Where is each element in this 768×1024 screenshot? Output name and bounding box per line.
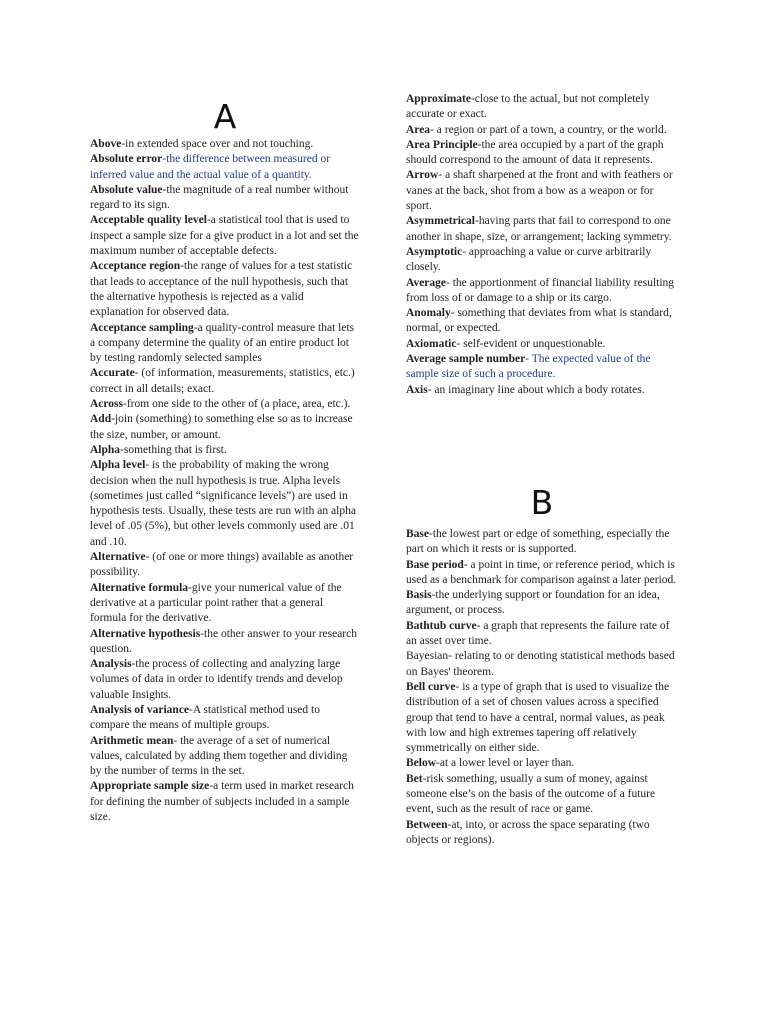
glossary-entry — [90, 321, 360, 367]
glossary-term: Absolute error — [90, 153, 163, 166]
glossary-term: Alternative — [90, 551, 146, 564]
glossary-definition: - a region or part of a town, a country, or the world. — [430, 123, 667, 136]
glossary-term: Alternative formula — [90, 581, 189, 594]
glossary-definition: -close to the actual, but not completely accurate or exact. — [406, 93, 650, 121]
glossary-term: Acceptable quality level — [90, 214, 207, 227]
glossary-definition: -at a lower level or layer than. — [436, 757, 575, 770]
glossary-term: Alternative hypothesis — [90, 627, 201, 640]
glossary-entry — [90, 213, 360, 259]
glossary-entry — [90, 152, 360, 183]
glossary-term: Bathtub curve — [406, 619, 477, 632]
glossary-term: Bet — [406, 772, 423, 785]
glossary-entry — [406, 558, 678, 589]
glossary-definition: -something that is first. — [120, 443, 227, 456]
glossary-definition: -at, into, or across the space separating (two objects or regions). — [406, 818, 650, 846]
glossary-definition: - (of one or more things) available as another possibility. — [90, 551, 354, 579]
glossary-term: Accurate — [90, 367, 135, 380]
glossary-definition: -from one side to the other of (a place, area, etc.). — [123, 398, 351, 411]
glossary-definition: - (of information, measurements, statistics, etc.) correct in all details; exact. — [90, 367, 355, 395]
glossary-list-a-left — [90, 137, 360, 825]
glossary-term: Acceptance sampling — [90, 321, 194, 334]
glossary-term: Asymmetrical — [406, 215, 475, 228]
glossary-list-a-right — [406, 92, 678, 398]
glossary-entry — [90, 657, 360, 703]
glossary-entry — [406, 214, 678, 245]
glossary-term: Analysis — [90, 658, 132, 671]
glossary-term: Between — [406, 818, 448, 831]
glossary-entry — [406, 619, 678, 650]
glossary-definition: -A statistical method used to compare the means of multiple groups. — [90, 703, 320, 732]
glossary-entry — [90, 703, 360, 734]
glossary-definition: -the other answer to your research question. — [90, 627, 357, 655]
glossary-definition: - self-evident or unquestionable. — [456, 337, 606, 350]
glossary-entry — [406, 352, 678, 383]
glossary-term: Alpha level — [90, 459, 146, 472]
glossary-term: Axis — [406, 383, 428, 396]
glossary-definition: - is the probability of making the wrong decision when the null hypothesis is true. Alpha levels (sometimes just called “significance levels”) are used in hypothesis tests. Usually, these tests are run with an alpha level of .05 (5%), but other levels commonly used are .01 and .10. — [90, 459, 356, 548]
glossary-term: Axiomatic — [406, 337, 457, 350]
glossary-term: Alpha — [90, 443, 121, 456]
glossary-term: Base — [406, 528, 429, 540]
glossary-definition: - a point in time, or reference period, which is used as a benchmark for comparison against a later period. — [406, 558, 677, 586]
glossary-list-b — [406, 527, 678, 848]
glossary-definition: -the lowest part or edge of something, especially the part on which it rests or is supported. — [406, 528, 670, 556]
glossary-entry — [90, 550, 360, 581]
glossary-entry — [90, 259, 360, 320]
glossary-definition: -give your numerical value of the derivative at a particular point rather that a general formula for the derivative. — [90, 581, 342, 625]
glossary-term: Average sample number — [406, 353, 526, 366]
glossary-definition: - the apportionment of financial liability resulting from loss of or damage to a ship or its cargo. — [406, 276, 675, 304]
glossary-entry — [90, 412, 360, 443]
glossary-entry — [406, 123, 678, 138]
glossary-term: Bell curve — [406, 680, 456, 693]
glossary-entry — [406, 680, 678, 756]
glossary-definition: - an imaginary line about which a body rotates. — [427, 383, 645, 396]
glossary-definition: -a statistical tool that is used to inspect a sample size for a give product in a lot and set the maximum number of acceptable defects. — [90, 214, 359, 258]
glossary-entry — [90, 734, 360, 780]
glossary-term: Analysis of variance — [90, 703, 190, 716]
section-b — [406, 475, 678, 848]
glossary-definition: - a shaft sharpened at the front and with feathers or vanes at the back, shot from a bow as a weapon or for sport. — [406, 169, 673, 213]
glossary-term: Average — [406, 276, 447, 289]
glossary-entry — [406, 168, 678, 214]
glossary-term: Basis — [406, 589, 432, 602]
glossary-term: Add — [90, 413, 112, 426]
glossary-entry — [90, 397, 360, 412]
glossary-entry — [406, 527, 678, 558]
glossary-entry — [406, 306, 678, 337]
glossary-definition: -the process of collecting and analyzing large volumes of data in order to identify trends and develop valuable Insights. — [90, 658, 343, 701]
glossary-definition: - approaching a value or curve arbitrarily closely. — [406, 245, 652, 274]
glossary-term: Absolute value — [90, 183, 163, 196]
glossary-definition: -the difference between measured or inferred value and the actual value of a quantity. — [90, 153, 331, 181]
glossary-term: Across — [90, 398, 124, 411]
section-heading-b: B — [530, 483, 554, 522]
glossary-definition: - something that deviates from what is standard, normal, or expected. — [406, 307, 672, 335]
glossary-definition: -a term used in market research for defining the number of subjects included in a sample size. — [90, 780, 354, 824]
glossary-entry — [90, 581, 360, 627]
glossary-definition: -in extended space over and not touching. — [121, 138, 314, 150]
glossary-entry — [406, 772, 678, 818]
glossary-term: Arithmetic mean — [90, 734, 174, 747]
glossary-definition: Bayesian- relating to or denoting statistical methods based on Bayes' theorem. — [406, 650, 675, 678]
glossary-entry — [90, 183, 360, 214]
glossary-entry — [406, 818, 678, 849]
glossary-definition: - is a type of graph that is used to visualize the distribution of a set of chosen values across a specified group that tend to have a central, normal values, as peak with low and high extremes tapering off relatively symmetrically on either side. — [406, 680, 670, 755]
glossary-entry — [90, 443, 360, 458]
glossary-term: Approximate — [406, 93, 471, 105]
glossary-entry — [90, 779, 360, 825]
glossary-entry — [406, 649, 678, 680]
glossary-definition: -risk something, usually a sum of money, against someone else’s on the basis of the outcome of a future event, such as the result of race or game. — [406, 772, 656, 816]
glossary-entry — [406, 138, 678, 169]
glossary-entry — [406, 756, 678, 771]
glossary-definition: -having parts that fail to correspond to one another in shape, size, or arrangement; lacking symmetry. — [406, 215, 672, 243]
glossary-definition: -the magnitude of a real number without regard to its sign. — [90, 183, 349, 212]
glossary-term: Above — [90, 138, 122, 150]
glossary-definition: -join (something) to something else so as to increase the size, number, or amount. — [90, 413, 353, 441]
glossary-definition: -the underlying support or foundation for an idea, argument, or process. — [406, 589, 660, 617]
glossary-entry — [406, 383, 678, 398]
glossary-entry — [90, 627, 360, 658]
glossary-entry — [406, 276, 678, 307]
section-heading-a: A — [213, 97, 237, 136]
glossary-term: Area Principle — [406, 138, 478, 151]
glossary-entry — [406, 337, 678, 352]
glossary-definition: - the average of a set of numerical values, calculated by adding them together and dividing by the number of terms in the set. — [90, 734, 348, 778]
glossary-definition: -the range of values for a test statistic that leads to acceptance of the null hypothesis, such that the alternative hypothesis is rejected as a valid explanation for observed data. — [90, 260, 353, 319]
glossary-term: Appropriate sample size — [90, 780, 210, 793]
glossary-term: Asymptotic — [406, 245, 463, 258]
glossary-term: Acceptance region — [90, 260, 181, 273]
glossary-entry — [90, 137, 360, 152]
glossary-definition: -a quality-control measure that lets a company determine the quality of an entire product lot by testing randomly selected samples — [90, 321, 355, 365]
glossary-entry — [406, 92, 678, 123]
glossary-term: Area — [406, 123, 431, 136]
glossary-definition: - a graph that represents the failure rate of an asset over time. — [406, 619, 670, 648]
glossary-entry — [406, 245, 678, 276]
glossary-term: Below — [406, 757, 437, 770]
glossary-entry — [90, 458, 360, 550]
glossary-term: Arrow — [406, 169, 439, 182]
glossary-entry — [90, 366, 360, 397]
glossary-term: Base period — [406, 558, 464, 571]
glossary-entry — [406, 588, 678, 619]
glossary-definition: - The expected value of the sample size of such a procedure. — [406, 353, 651, 381]
glossary-definition: -the area occupied by a part of the graph should correspond to the amount of data it represents. — [406, 138, 664, 167]
glossary-term: Anomaly — [406, 307, 451, 320]
